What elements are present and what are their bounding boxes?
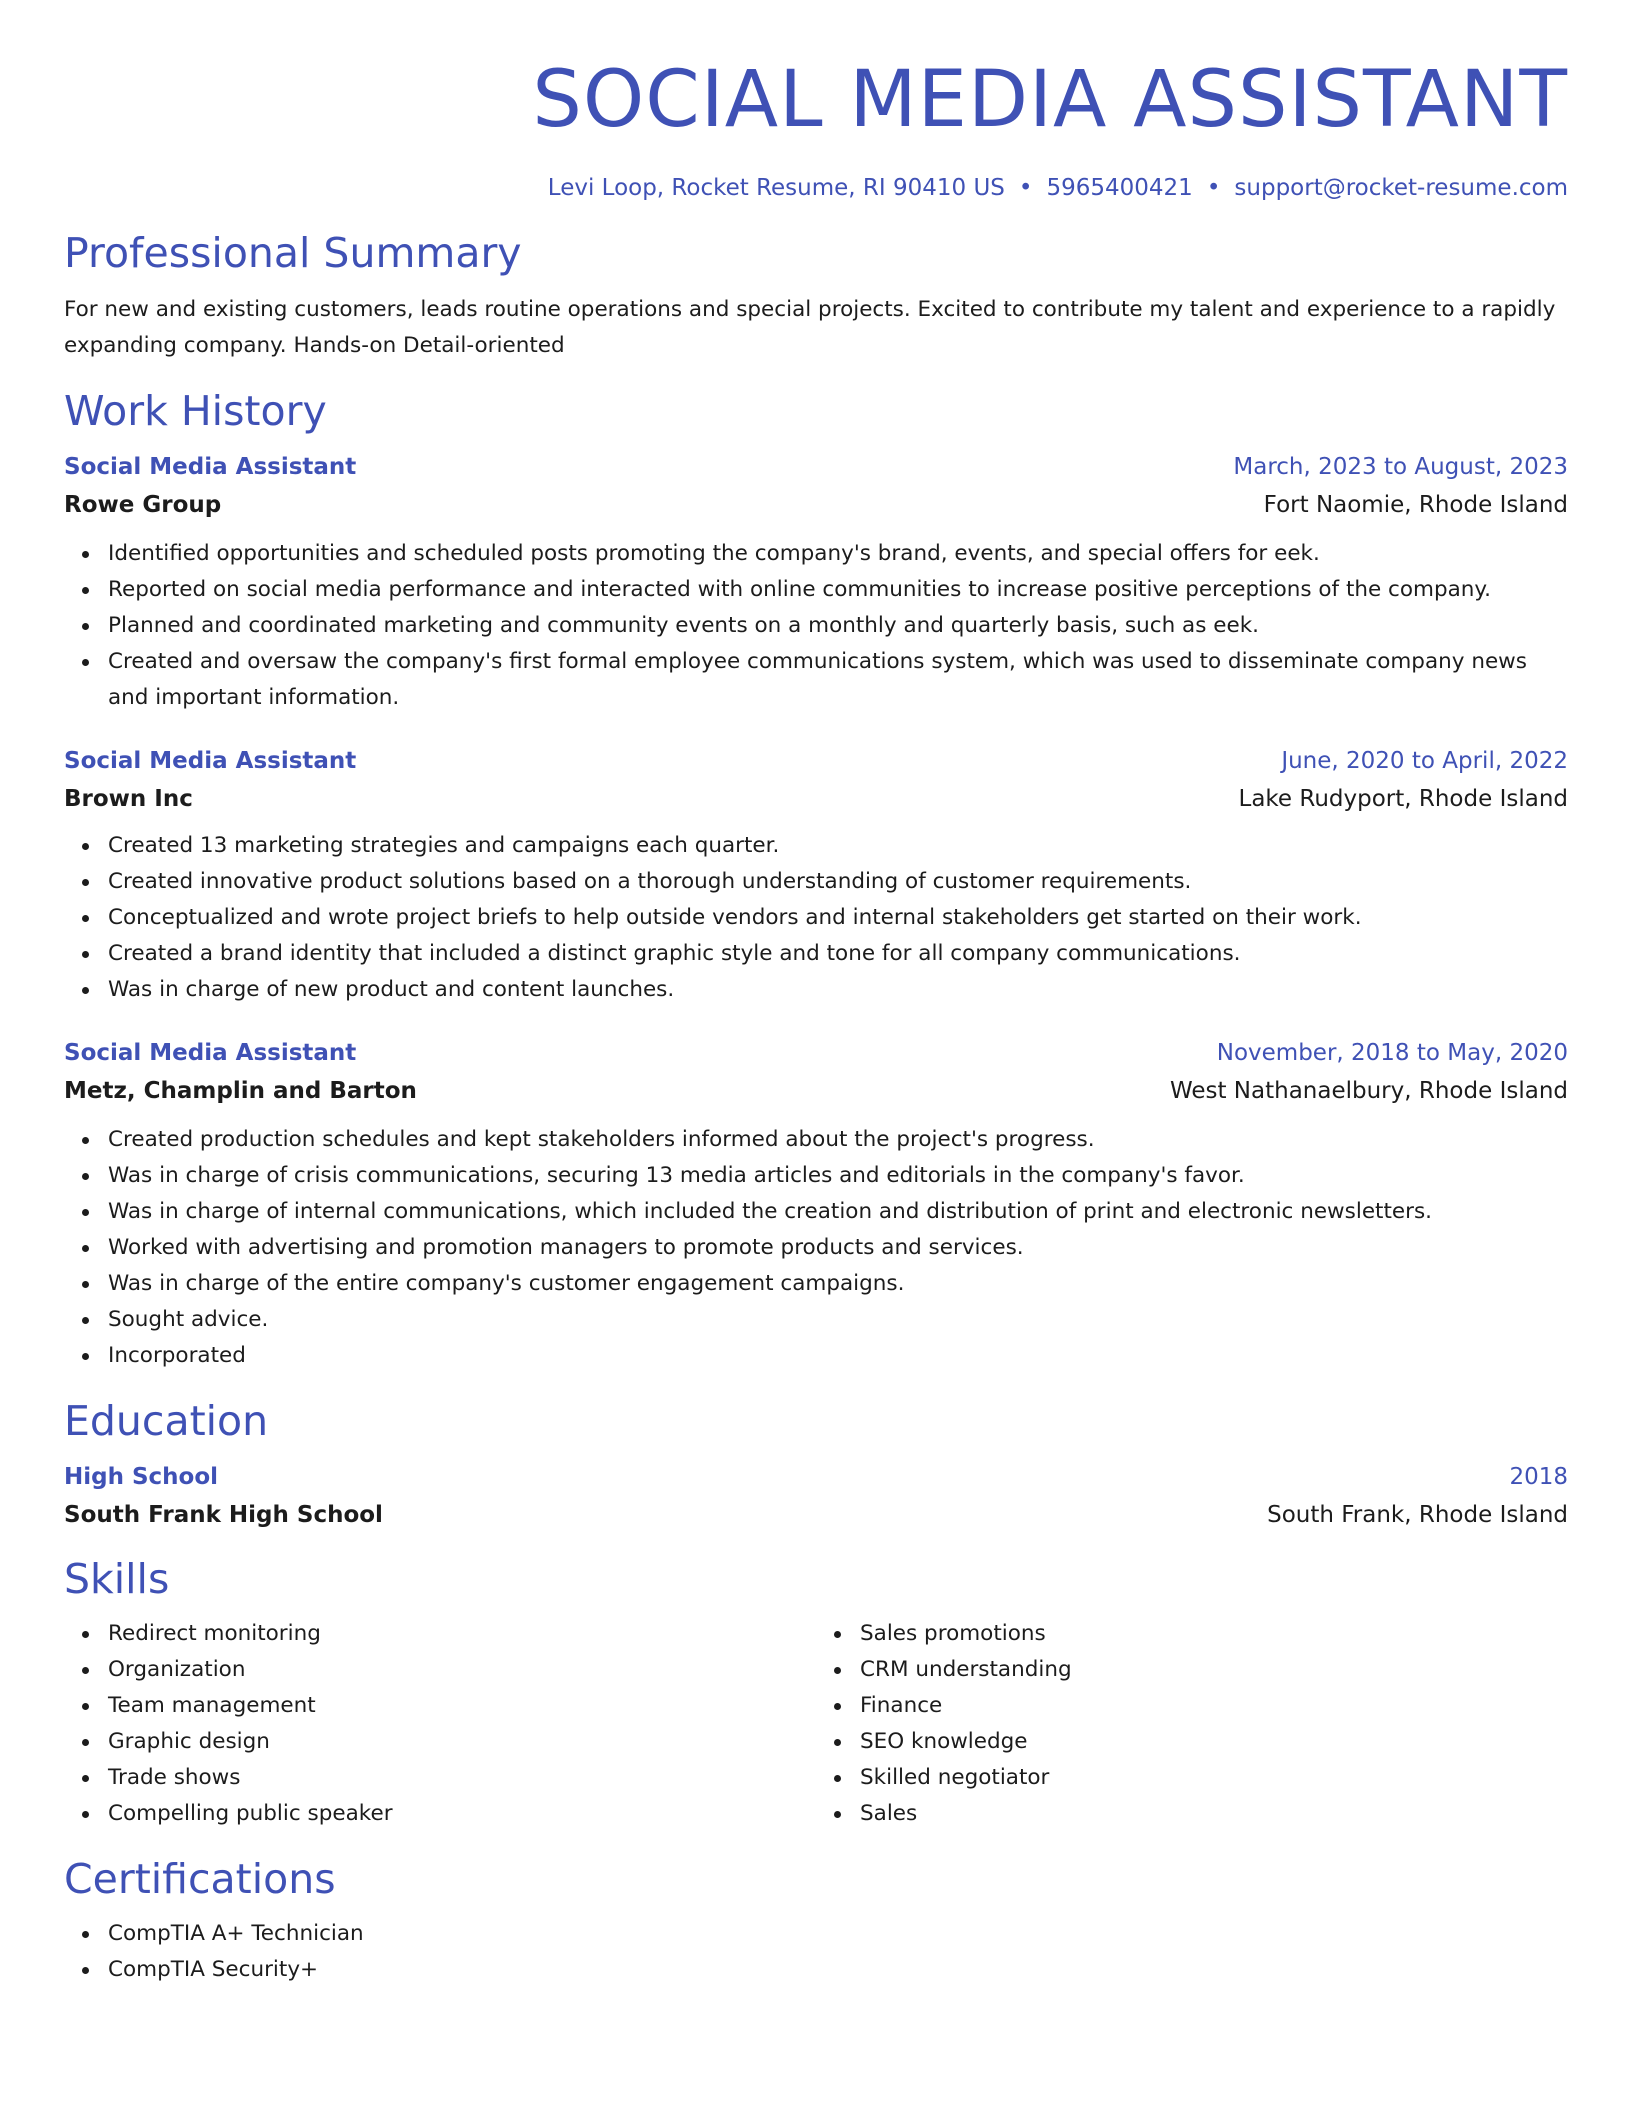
job-location: West Nathanaelbury, Rhode Island [1169,1078,1568,1104]
skill-item: Compelling public speaker [108,1796,816,1832]
job-bullets [64,536,1568,716]
list-item: Worked with advertising and promotion managers to promote products and services. [108,1230,1568,1266]
education-heading: Education [64,1397,269,1445]
job-company: Rowe Group [64,492,222,518]
skill-item: CRM understanding [860,1652,1568,1688]
job-bullets [64,828,1568,1008]
list-item: Created innovative product solutions based on a thorough understanding of customer requirements. [108,864,1568,900]
list-item: Sought advice. [108,1302,1568,1338]
list-item: Created and oversaw the company's first formal employee communications system, which was used to disseminate company news and important information. [108,644,1568,716]
job-location: Fort Naomie, Rhode Island [1263,492,1568,518]
education-year: 2018 [1509,1464,1568,1490]
job-bullets [64,1122,1568,1374]
list-item: Conceptualized and wrote project briefs to help outside vendors and internal stakeholders get started on their work. [108,900,1568,936]
job-dates: November, 2018 to May, 2020 [1216,1040,1568,1066]
job-title: Social Media Assistant [64,1040,357,1066]
summary-section [64,228,1568,364]
certifications-list [64,1916,1568,1988]
summary-text: For new and existing customers, leads routine operations and special projects. Excited to contribute my talent and experience to a rapidly expanding company. Hands-on Detail-oriented [64,297,1556,358]
list-item: Created a brand identity that included a distinct graphic style and tone for all company communications. [108,936,1568,972]
certifications-section [64,1854,1568,1988]
list-item: Was in charge of crisis communications, securing 13 media articles and editorials in the company's favor. [108,1158,1568,1194]
skill-item: Team management [108,1688,816,1724]
work-heading: Work History [64,387,327,435]
job-entry [64,744,1568,1008]
contact-phone: 5965400421 [1046,175,1193,201]
contact-separator: • [1018,175,1033,201]
skill-item: Organization [108,1652,816,1688]
skills-section [64,1554,1568,1832]
certifications-heading: Certifications [64,1855,336,1903]
list-item: Was in charge of new product and content launches. [108,972,1568,1008]
contact-line [64,172,1568,204]
job-location: Lake Rudyport, Rhode Island [1238,786,1568,812]
list-item: Created 13 marketing strategies and campaigns each quarter. [108,828,1568,864]
job-dates: March, 2023 to August, 2023 [1233,454,1568,480]
skill-item: Sales [860,1796,1568,1832]
skills-grid [64,1616,1568,1832]
job-entry [64,450,1568,716]
skill-item: Trade shows [108,1760,816,1796]
list-item: Incorporated [108,1338,1568,1374]
contact-email: support@rocket-resume.com [1234,175,1568,201]
skill-item: Skilled negotiator [860,1760,1568,1796]
skills-list-left [64,1616,816,1832]
skills-list-right [816,1616,1568,1832]
certification-item: CompTIA Security+ [108,1952,1568,1988]
certification-item: CompTIA A+ Technician [108,1916,1568,1952]
skill-item: Graphic design [108,1724,816,1760]
skill-item: Finance [860,1688,1568,1724]
job-company: Metz, Champlin and Barton [64,1078,417,1104]
contact-separator: • [1206,175,1221,201]
job-title: Social Media Assistant [64,748,357,774]
list-item: Identified opportunities and scheduled posts promoting the company's brand, events, and special offers for eek. [108,536,1568,572]
education-section [64,1396,1568,1532]
job-title: Social Media Assistant [64,454,357,480]
list-item: Was in charge of internal communications, which included the creation and distribution of print and electronic newsletters. [108,1194,1568,1230]
education-school: South Frank High School [64,1502,383,1528]
skill-item: SEO knowledge [860,1724,1568,1760]
job-dates: June, 2020 to April, 2022 [1281,748,1568,774]
skill-item: Sales promotions [860,1616,1568,1652]
skills-heading: Skills [64,1555,170,1603]
list-item: Created production schedules and kept stakeholders informed about the project's progress. [108,1122,1568,1158]
contact-address: Levi Loop, Rocket Resume, RI 90410 US [547,175,1005,201]
skill-item: Redirect monitoring [108,1616,816,1652]
resume-name: SOCIAL MEDIA ASSISTANT [532,55,1568,145]
list-item: Planned and coordinated marketing and community events on a monthly and quarterly basis, such as eek. [108,608,1568,644]
list-item: Was in charge of the entire company's customer engagement campaigns. [108,1266,1568,1302]
work-section [64,386,1568,1374]
education-location: South Frank, Rhode Island [1267,1502,1568,1528]
job-entry [64,1036,1568,1374]
list-item: Reported on social media performance and interacted with online communities to increase positive perceptions of the company. [108,572,1568,608]
education-degree: High School [64,1464,219,1490]
summary-heading: Professional Summary [64,229,522,277]
job-company: Brown Inc [64,786,193,812]
